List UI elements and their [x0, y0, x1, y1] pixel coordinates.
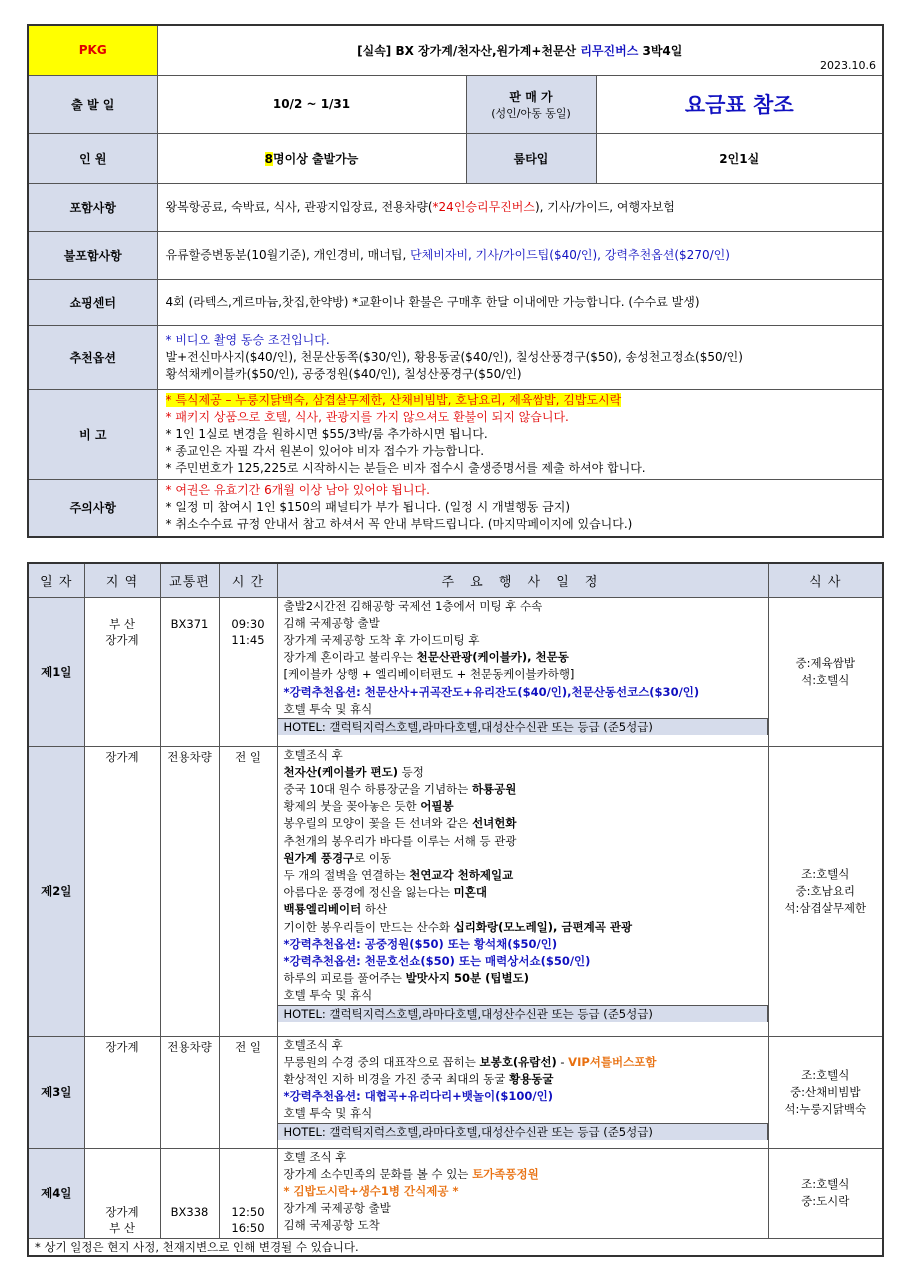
day2-option-line: *강력추천옵션: 공중정원($50) 또는 황석채($50/인) [283, 936, 558, 951]
day3-highlight: 보봉호(유람선) [479, 1054, 557, 1069]
people-label: 인 원 [28, 133, 157, 183]
header-meal: 식 사 [768, 563, 883, 597]
day1-option-line: *강력추천옵션: 천문산사+귀곡잔도+유리잔도($40/인),천문산동선코스($30/인) [283, 684, 700, 699]
day4-region [84, 1148, 160, 1238]
day2-option-line: *강력추천옵션: 천문호선쇼($50) 또는 매력상서쇼($50/인) [283, 953, 591, 968]
price-sub: (성인/아동 동일) [491, 106, 571, 120]
title-post: 3박4일 [638, 43, 683, 58]
header-time: 시 간 [219, 563, 277, 597]
day2-highlight: 원가계 풍경구 [283, 850, 355, 865]
day2-line [284, 781, 768, 798]
day4-time-depart: 12:50 [231, 1204, 265, 1219]
table-row [28, 746, 883, 1036]
day4-meal [768, 1148, 883, 1238]
excluded-value [157, 231, 883, 279]
day2-line [284, 919, 768, 936]
day4-highlight: 토가족풍정원 [472, 1166, 539, 1181]
document-date: 2023.10.6 [820, 58, 876, 72]
day2-line [284, 764, 768, 781]
day2-text: 아름다운 풍경에 정신을 잃는다는 [283, 885, 454, 900]
day3-line [284, 1071, 768, 1088]
day1-highlight: 천문산관광(케이블카), 천문동 [416, 650, 569, 665]
day1-meal [768, 597, 883, 746]
options-line1: * 비디오 촬영 동승 조건입니다. [165, 332, 330, 347]
day1-line [284, 649, 768, 666]
day3-breakfast: 조:호텔식 [801, 1067, 850, 1082]
itinerary-header-row [28, 563, 883, 597]
price-label-text: 판 매 가 [509, 89, 553, 104]
included-red: *24인승리무진버스 [432, 199, 535, 214]
day1-line: 출발2시간전 김해공항 국제선 1층에서 미팅 후 수속 [283, 598, 543, 613]
day1-line: 호텔 투숙 및 휴식 [283, 701, 373, 716]
day3-lunch: 중:산채비빔밥 [789, 1084, 861, 1099]
included-label: 포함사항 [28, 183, 157, 231]
day1-region [84, 597, 160, 746]
shopping-label: 쇼핑센터 [28, 279, 157, 325]
day2-line: 호텔 투숙 및 휴식 [283, 988, 373, 1003]
caution-line3: * 취소수수료 규정 안내서 참고 하셔서 꼭 안내 부탁드립니다. (마지막페이지에 있습니다.) [165, 517, 633, 532]
day2-highlight: 발맛사지 50분 (팁별도) [405, 971, 529, 986]
day2-text: 중국 10대 원수 하룡장군을 기념하는 [283, 781, 472, 796]
day1-transport: BX371 [160, 597, 219, 746]
remarks-label: 비 고 [28, 389, 157, 479]
day1-time-arrive: 11:45 [231, 632, 265, 647]
pkg-badge: PKG [28, 25, 157, 75]
day2-text: 하산 [361, 902, 388, 917]
itinerary-table [27, 562, 884, 1257]
day2-line: 추천개의 봉우리가 바다를 이루는 서해 등 관광 [283, 833, 517, 848]
day2-region: 장가계 [84, 746, 160, 1036]
remarks-value [157, 389, 883, 479]
day2-highlight: 천연교각 천하제일교 [409, 867, 514, 882]
shopping-value: 4회 (라텍스,게르마늄,찻집,한약방) *교환이나 환불은 구매후 한달 이내에만 가능합니다. (수수료 발생) [157, 279, 883, 325]
day4-snack-line: * 김밥도시락+생수1병 간식제공 * [283, 1183, 459, 1198]
price-label [466, 75, 596, 133]
included-pre: 왕복항공료, 숙박료, 식사, 관광지입장료, 전용차량( [165, 199, 433, 214]
people-value [157, 133, 466, 183]
day4-time-arrive: 16:50 [231, 1220, 265, 1235]
excluded-label: 불포함사항 [28, 231, 157, 279]
day2-lunch: 중:호남요리 [795, 883, 855, 898]
options-value [157, 325, 883, 389]
day1-hotel: HOTEL: 갤럭틱지럭스호텔,라마다호텔,대성산수신관 또는 등급 (준5성급) [278, 718, 768, 735]
day4-schedule [277, 1148, 768, 1238]
day4-line: 김해 국제공항 도착 [283, 1218, 380, 1233]
day2-line [284, 798, 768, 815]
day1-line: 김해 국제공항 출발 [283, 615, 380, 630]
day2-schedule [277, 746, 768, 1036]
excluded-pre: 유류할증변동분(10월기준), 개인경비, 매너팁, [165, 247, 411, 262]
remarks-line3: * 1인 1실로 변경을 원하시면 $55/3박/룸 추가하시면 됩니다. [165, 426, 488, 441]
day3-highlight: 황용동굴 [509, 1071, 554, 1086]
day4-text: 장가계 소수민족의 문화를 볼 수 있는 [283, 1166, 473, 1181]
people-text: 명이상 출발가능 [273, 151, 359, 166]
day1-schedule [277, 597, 768, 746]
day2-line [284, 850, 768, 867]
day2-hotel: HOTEL: 갤럭틱지럭스호텔,라마다호텔,대성산수신관 또는 등급 (준5성급) [278, 1005, 768, 1022]
day2-highlight: 하룡공원 [471, 781, 517, 796]
excluded-blue: 단체비자비, 기사/가이드팁($40/인), 강력추천옵션($270/인) [410, 247, 730, 262]
day2-breakfast: 조:호텔식 [801, 866, 850, 881]
day2-text: 기이한 봉우리들이 만드는 산수화 [283, 919, 454, 934]
day2-line [284, 867, 768, 884]
day2-highlight: 백룡엘리베이터 [283, 902, 362, 917]
day2-highlight: 천자산(케이블카 편도) [283, 764, 398, 779]
day1-label: 제1일 [28, 597, 84, 746]
day1-time-depart: 09:30 [231, 616, 265, 631]
day1-text: 장가계 혼이라고 불리우는 [283, 650, 417, 665]
included-post: ), 기사/가이드, 여행자보험 [534, 199, 675, 214]
options-line2: 발+전신마사지($40/인), 천문산동쪽($30/인), 황용동굴($40/인), 칠성산풍경구($50), 송성천고정쇼($50/인) [165, 349, 743, 364]
day1-dinner: 석:호텔식 [801, 672, 850, 687]
day4-time [219, 1148, 277, 1238]
day4-region-to: 부 산 [109, 1220, 135, 1235]
header-schedule: 주 요 행 사 일 정 [277, 563, 768, 597]
options-label: 추천옵션 [28, 325, 157, 389]
day2-label: 제2일 [28, 746, 84, 1036]
people-highlight: 8 [264, 151, 274, 166]
day3-option-line: *강력추천옵션: 대협곡+유리다리+뱃놀이($100/인) [283, 1089, 553, 1104]
day4-line: 호텔 조식 후 [283, 1149, 347, 1164]
day4-flight: BX338 [170, 1204, 209, 1219]
departure-label: 출 발 일 [28, 75, 157, 133]
table-row [28, 1036, 883, 1148]
options-line3: 황석채케이블카($50/인), 공중정원($40/인), 칠성산풍경구($50/인) [165, 366, 522, 381]
day4-line [284, 1166, 768, 1183]
day4-region-from: 장가계 [105, 1204, 139, 1219]
caution-value [157, 479, 883, 537]
header-region: 지 역 [84, 563, 160, 597]
day2-text: 두 개의 절벽을 연결하는 [283, 867, 410, 882]
day4-transport [160, 1148, 219, 1238]
table-row [28, 597, 883, 746]
day2-dinner: 석:삼겹살무제한 [784, 900, 867, 915]
remarks-line2: * 패키지 상품으로 호텔, 식사, 관광지를 가지 않으셔도 환불이 되지 않습니다. [165, 409, 569, 424]
day3-text: 무릉원의 수경 중의 대표작으로 꼽히는 [283, 1054, 480, 1069]
included-value [157, 183, 883, 231]
day2-line [284, 884, 768, 901]
title-pre: [실속] BX 장가계/천자산,원가계+천문산 [357, 43, 581, 58]
day3-label: 제3일 [28, 1036, 84, 1148]
header-transport: 교통편 [160, 563, 219, 597]
day3-text: 환상적인 지하 비경을 가진 중국 최대의 동굴 [283, 1071, 510, 1086]
room-label: 룸타입 [466, 133, 596, 183]
remarks-line4: * 종교인은 자필 각서 원본이 있어야 비자 접수가 가능합니다. [165, 443, 485, 458]
day3-line: 호텔 투숙 및 휴식 [283, 1106, 373, 1121]
room-value: 2인1실 [596, 133, 883, 183]
day3-schedule [277, 1036, 768, 1148]
day1-line: 장가계 국제공항 도착 후 가이드미팅 후 [283, 632, 480, 647]
day2-line [284, 901, 768, 918]
day1-lunch: 중:제육쌈밥 [795, 655, 855, 670]
remarks-line1: * 특식제공 – 누룽지닭백숙, 삼겹살무제한, 산채비빔밥, 호남요리, 제육쌈밥, 김밥도시락 [165, 392, 622, 407]
caution-label: 주의사항 [28, 479, 157, 537]
day4-breakfast: 조:호텔식 [801, 1177, 850, 1191]
day2-transport: 전용차량 [160, 746, 219, 1036]
day2-text: 봉우릴의 모양이 꽃을 든 선녀와 같은 [283, 816, 473, 831]
day2-text: 로 이동 [354, 850, 392, 865]
day2-highlight: 십리화랑(모노레일), 금편계곡 관광 [453, 919, 633, 934]
day1-region-to: 장가계 [105, 632, 139, 647]
day2-highlight: 미혼대 [453, 885, 487, 900]
title-highlight: 리무진버스 [580, 43, 639, 58]
price-value: 요금표 참조 [596, 75, 883, 133]
day3-transport: 전용차량 [160, 1036, 219, 1148]
day4-line: 장가계 국제공항 출발 [283, 1201, 391, 1216]
day1-line: [케이블카 상행 + 엘리베이터편도 + 천문동케이블카하행] [283, 667, 575, 682]
day3-vip: VIP셔틀버스포함 [568, 1054, 657, 1069]
day2-line: 호텔조식 후 [283, 747, 343, 762]
day3-line [284, 1054, 768, 1071]
caution-line1: * 여권은 유효기간 6개월 이상 남아 있어야 됩니다. [165, 483, 430, 498]
page-title [157, 25, 883, 75]
header-day: 일 자 [28, 563, 84, 597]
itinerary-footnote: * 상기 일정은 현지 사정, 천재지변으로 인해 변경될 수 있습니다. [28, 1238, 883, 1256]
day3-time: 전 일 [219, 1036, 277, 1148]
day3-meal [768, 1036, 883, 1148]
day3-region: 장가계 [84, 1036, 160, 1148]
caution-line2: * 일정 미 참여시 1인 $150의 패널티가 부가 됩니다. (일정 시 개별행동 금지) [165, 500, 571, 515]
day2-highlight: 선녀헌화 [472, 816, 517, 831]
day1-region-from: 부 산 [109, 616, 135, 631]
day3-hotel: HOTEL: 갤럭틱지럭스호텔,라마다호텔,대성산수신관 또는 등급 (준5성급) [278, 1123, 768, 1140]
day2-text: 하루의 피로를 풀어주는 [283, 971, 406, 986]
day4-label: 제4일 [28, 1148, 84, 1238]
summary-table [27, 24, 884, 538]
day2-highlight: 어필봉 [420, 799, 454, 814]
day2-time: 전 일 [219, 746, 277, 1036]
day2-line [284, 970, 768, 987]
remarks-line5: * 주민번호가 125,225로 시작하시는 분들은 비자 접수시 출생증명서를 제출 하셔야 합니다. [165, 460, 646, 475]
table-row [28, 1148, 883, 1238]
departure-value: 10/2 ~ 1/31 [157, 75, 466, 133]
day2-text: 등정 [398, 764, 424, 779]
footnote-row [28, 1238, 883, 1256]
day1-time [219, 597, 277, 746]
day3-dinner: 석:누룽지닭백숙 [784, 1101, 867, 1116]
day3-line: 호텔조식 후 [283, 1037, 343, 1052]
day2-text: 황제의 붓을 꽂아놓은 듯한 [283, 799, 421, 814]
day2-line [284, 815, 768, 832]
day4-lunch: 중:도시락 [801, 1194, 850, 1208]
day2-meal [768, 746, 883, 1036]
day3-text: - [556, 1054, 569, 1069]
